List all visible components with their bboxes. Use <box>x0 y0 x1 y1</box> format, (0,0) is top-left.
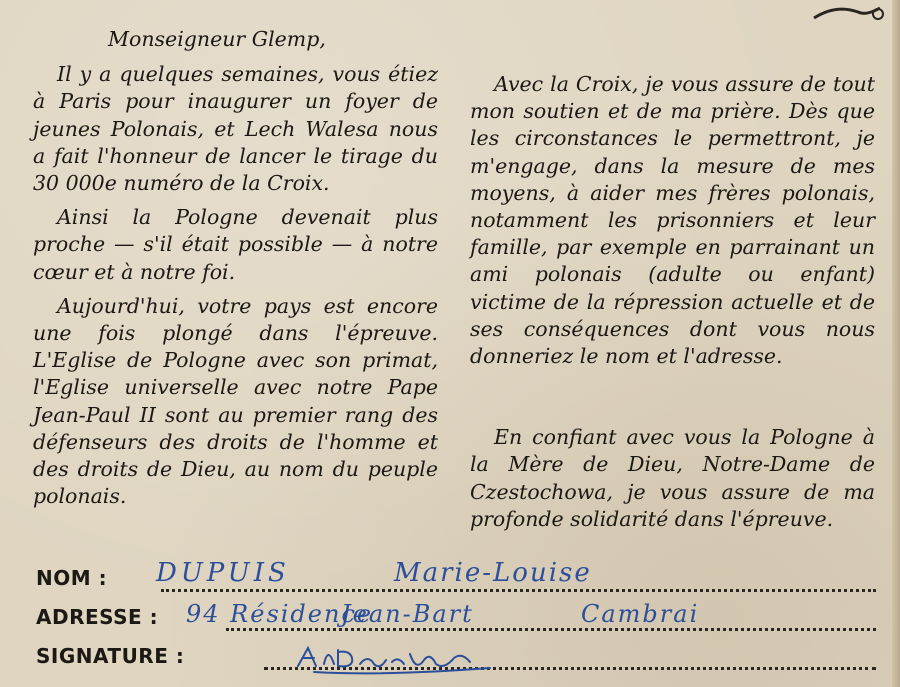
letter-paragraph: Ainsi la Pologne devenait plus proche — s'il était possible — à notre cœur et à notre foi. <box>33 205 438 284</box>
adresse-street-value: Jean-Bart <box>341 600 474 628</box>
nom-firstname-value: Marie-Louise <box>394 558 592 588</box>
adresse-city-value: Cambrai <box>581 600 700 628</box>
letter-paragraph: Avec la Croix, je vous assure de tout mon soutien et de ma prière. Dès que les circonstances le permettront, je m'engage, dans la mesure de mes moyens, à aider mes frères polonais, notamment les prisonniers et leur famille, par exemple en parrainant un ami polonais (adulte ou enfant) victime de la répression actuelle et de ses conséquences dont vous nous donneriez le nom et l'adresse. <box>470 72 875 369</box>
letter-left-column <box>33 22 438 517</box>
paper-edge <box>892 0 900 687</box>
letter-paragraph: Il y a quelques semaines, vous étiez à Paris pour inaugurer un foyer de jeunes Polonais, et Lech Walesa nous a fait l'honneur de lancer le tirage du 30 000e numéro de la Croix. <box>33 62 438 196</box>
signature-row <box>36 638 876 677</box>
letter-salutation: Monseigneur Glemp, <box>108 27 326 51</box>
signature-label: SIGNATURE : <box>36 644 185 668</box>
adresse-number-value: 94 Résidence <box>186 600 374 628</box>
adresse-label: ADRESSE : <box>36 605 159 629</box>
letter-paragraph: En confiant avec vous la Pologne à la Mère de Dieu, Notre-Dame de Czestochowa, je vous assure de ma profonde solidarité dans l'épreuve. <box>470 425 875 531</box>
letter-paragraph: Aujourd'hui, votre pays est encore une fois plongé dans l'épreuve. L'Eglise de Pologne avec son primat, l'Eglise universelle avec notre Pape Jean-Paul II sont au premier rang des défenseurs des droits de l'homme et des droits de Dieu, au nom du peuple polonais. <box>33 293 438 509</box>
nom-row <box>36 560 876 599</box>
nom-surname-value: DUPUIS <box>156 558 290 588</box>
letter-right-column <box>470 22 875 540</box>
coupon-form <box>36 560 876 677</box>
signature-scribble <box>294 642 504 676</box>
nom-label: NOM : <box>36 566 108 590</box>
adresse-row <box>36 599 876 638</box>
